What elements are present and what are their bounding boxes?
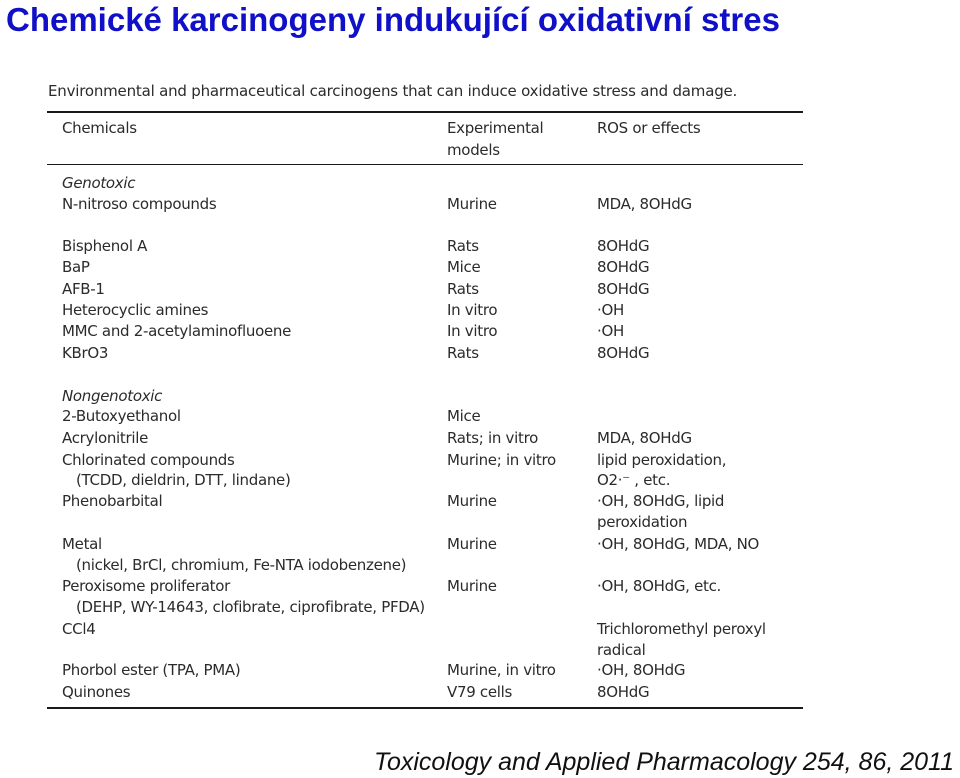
- table-cell-chemical: Acrylonitrile: [62, 429, 149, 447]
- table-cell-chemical-detail: (TCDD, dieldrin, DTT, lindane): [76, 471, 291, 489]
- table-cell-chemical: Metal: [62, 535, 102, 553]
- table-cell-effect: ·OH: [597, 322, 624, 340]
- table-cell-effect: MDA, 8OHdG: [597, 195, 692, 213]
- table-cell-effect: lipid peroxidation,: [597, 451, 727, 469]
- table-cell-model: Murine: [447, 535, 497, 553]
- table-cell-effect-cont: radical: [597, 641, 646, 659]
- table-cell-effect: 8OHdG: [597, 237, 650, 255]
- table-cell-effect: Trichloromethyl peroxyl: [597, 620, 766, 638]
- slide-title: Chemické karcinogeny indukující oxidativní stres: [6, 1, 780, 38]
- table-cell-effect: MDA, 8OHdG: [597, 429, 692, 447]
- table-caption: Environmental and pharmaceutical carcinogens that can induce oxidative stress and damage.: [48, 82, 738, 100]
- table-cell-effect: ·OH, 8OHdG, etc.: [597, 577, 722, 595]
- table-cell-model: Murine; in vitro: [447, 451, 556, 469]
- table-cell-model: Rats: [447, 237, 479, 255]
- table-cell-model: Rats: [447, 344, 479, 362]
- section-genotoxic: Genotoxic: [62, 174, 136, 192]
- table-cell-chemical: Quinones: [62, 683, 131, 701]
- table-cell-model: Murine: [447, 577, 497, 595]
- table-cell-model: Rats: [447, 280, 479, 298]
- header-chemicals: Chemicals: [62, 119, 137, 137]
- table-cell-effect: ·OH: [597, 301, 624, 319]
- table-cell-model: V79 cells: [447, 683, 513, 701]
- table-cell-chemical: Phorbol ester (TPA, PMA): [62, 661, 241, 679]
- table-cell-effect: 8OHdG: [597, 683, 650, 701]
- table-cell-effect: 8OHdG: [597, 280, 650, 298]
- table-cell-chemical-detail: (DEHP, WY-14643, clofibrate, ciprofibrate, PFDA): [76, 598, 425, 616]
- table-cell-chemical: Heterocyclic amines: [62, 301, 209, 319]
- table-bottom-rule: [47, 707, 803, 709]
- table-cell-effect: 8OHdG: [597, 258, 650, 276]
- table-cell-model: Murine: [447, 195, 497, 213]
- header-effects: ROS or effects: [597, 119, 701, 137]
- table-cell-model: Murine, in vitro: [447, 661, 556, 679]
- table-cell-chemical: Bisphenol A: [62, 237, 148, 255]
- table-cell-effect-cont: peroxidation: [597, 513, 688, 531]
- citation: Toxicology and Applied Pharmacology 254, 86, 2011: [373, 748, 954, 776]
- table-cell-model: Murine: [447, 492, 497, 510]
- table-cell-effect: 8OHdG: [597, 344, 650, 362]
- table-cell-model: In vitro: [447, 301, 498, 319]
- table-cell-model: In vitro: [447, 322, 498, 340]
- table-cell-chemical: AFB-1: [62, 280, 105, 298]
- table-cell-effect: ·OH, 8OHdG: [597, 661, 686, 679]
- table-cell-chemical: MMC and 2-acetylaminofluoene: [62, 322, 292, 340]
- table-cell-model: Mice: [447, 258, 481, 276]
- header-models-line1: Experimental: [447, 119, 544, 137]
- table-cell-chemical: N-nitroso compounds: [62, 195, 217, 213]
- table-header-rule: [47, 164, 803, 165]
- table-cell-chemical: Peroxisome proliferator: [62, 577, 231, 595]
- table-cell-effect: ·OH, 8OHdG, MDA, NO: [597, 535, 760, 553]
- table-cell-effect: ·OH, 8OHdG, lipid: [597, 492, 725, 510]
- table-cell-chemical: CCl4: [62, 620, 96, 638]
- table-cell-chemical: 2-Butoxyethanol: [62, 407, 181, 425]
- table-top-rule: [47, 111, 803, 113]
- table-cell-model: Rats; in vitro: [447, 429, 538, 447]
- table-cell-effect-cont: O2·⁻ , etc.: [597, 471, 671, 489]
- table-cell-model: Mice: [447, 407, 481, 425]
- table-cell-chemical: Chlorinated compounds: [62, 451, 235, 469]
- section-nongenotoxic: Nongenotoxic: [62, 387, 163, 405]
- header-models-line2: models: [447, 141, 500, 159]
- table-cell-chemical: Phenobarbital: [62, 492, 163, 510]
- table-cell-chemical: BaP: [62, 258, 90, 276]
- table-cell-chemical: KBrO3: [62, 344, 109, 362]
- table-cell-chemical-detail: (nickel, BrCl, chromium, Fe-NTA iodobenzene): [76, 556, 407, 574]
